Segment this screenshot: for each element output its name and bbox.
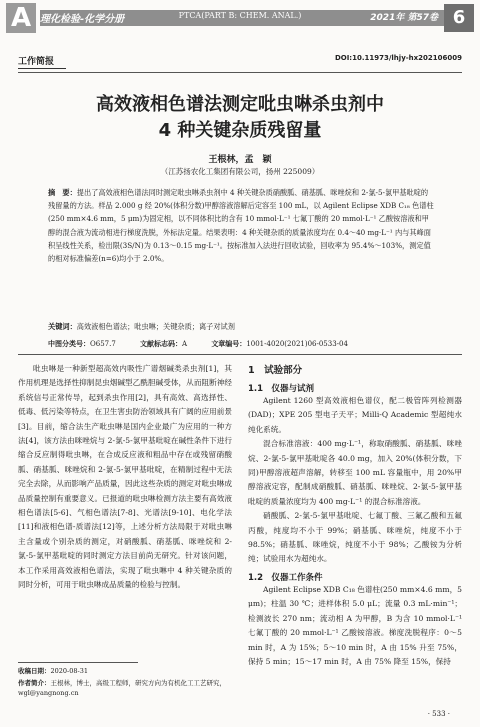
top-rule: [18, 72, 462, 73]
author-bio-text: 王根林，博士，高级工程师，研究方向为有机化工工艺研究，wgl@yangnong.cn: [18, 679, 226, 697]
conditions-paragraph: Agilent Eclipse XDB C₁₈ 色谱柱(250 mm×4.6 mm，5 μm)；柱温 30 ℃；进样体积 5.0 μL；流量 0.3 mL·min⁻¹；检测波长 270 nm；流动相 A 为甲醇，B 为含 10 mmol·L⁻¹ 七氟丁酸的 20 mmol·L⁻¹ 乙酸铵溶液。梯度洗脱程序：0～5 min 时，A 为 15%；5～10 min 时，A 由 15% 升至 75%，保持 5 min；15～17 min 时，A 由 75% 降至 15%，保持: [248, 584, 462, 666]
title-line-1: 高效液相色谱法测定吡虫啉杀虫剂中: [96, 94, 384, 115]
running-header: [0, 0, 480, 36]
section-heading-1: 1 试验部分: [248, 365, 303, 376]
journal-name: 理化检验-化学分册: [40, 14, 125, 25]
keywords-label: 关键词：: [48, 322, 77, 331]
footnote-rule: [18, 662, 138, 663]
journal-logo: A: [6, 3, 36, 33]
authors: 王根林，孟 颖: [208, 155, 272, 165]
clc-value: O657.7: [90, 340, 116, 348]
classification: [48, 339, 434, 349]
intro-paragraph: 吡虫啉是一种新型超高效内吸性广谱烟碱类杀虫剂[1]，其作用机理是选择性抑制昆虫烟碱型乙酰胆碱受体，从而阻断神经系统信号正常传导，起到杀虫作用[2]，具有高效、高选择性、低毒、低污染等特点，在卫生害虫防治领域具有广阔的应用前景[3]。目前，缩合法生产吡虫啉是国内企业最广为应用的一种方法[4]，该方法由咪唑烷与 2-氯-5-氯甲基吡啶在碱性条件下进行缩合反应制得吡虫啉，在合成反应液和粗品中存在或残留硝酸胍、硝基胍、咪唑烷和 2-氯-5-氯甲基吡啶，在精制过程中无法完全去除，从而影响产品质量，因此这些杂质的测定对吡虫啉成品质量控制有重要意义。已报道的吡虫啉检测方法主要有高效液相色谱法[5-6]、气相色谱法[7-8]、光谱法[9-10]、电化学法[11]和液相色谱-质谱法[12]等，上述分析方法局限于对吡虫啉主含量或个别杂质的测定，对硝酸胍、硝基胍、咪唑烷和 2-氯-5-氯甲基吡啶的同时测定方法目前尚无研究。针对该问题，本工作采用高效液相色谱法，实现了吡虫啉中 4 种关键杂质的同时分析，可用于吡虫啉成品质量的检验与控制。: [18, 364, 232, 590]
standard-solution-paragraph: 混合标准溶液：400 mg·L⁻¹，称取硝酸胍、硝基胍、咪唑烷、2-氯-5-氯甲基吡啶各 40.0 mg，加入 20%(体积分数，下同)甲醇溶液超声溶解，转移至 100 mL 容量瓶中，用 20%甲醇溶液定容，配制成硝酸胍、硝基胍、咪唑烷、2-氯-5-氯甲基吡啶的质量浓度均为 400 mg·L⁻¹ 的混合标准溶液。: [248, 439, 462, 506]
article-no-value: 1001-4020(2021)06-0533-04: [246, 340, 348, 348]
keywords: [48, 322, 434, 332]
clc-label: 中图分类号：: [48, 340, 90, 348]
received-label: 收稿日期：: [18, 667, 51, 675]
abstract-label: 摘 要：: [48, 188, 77, 197]
column-label: 工作简报: [18, 57, 55, 67]
abstract-text: 提出了高效液相色谱法同时测定吡虫啉杀虫剂中 4 种关键杂质硝酸胍、硝基胍、咪唑烷和 2-氯-5-氯甲基吡啶的残留量的方法。样品 2.000 g 经 20%(体积分数)甲醇溶液溶解后定容至 100 mL，以 Agilent Eclipse XDB C₁₈ 色谱柱(250 mm×4.6 mm，5 μm)为固定相，以不同体积比的含有 10 mmol·L⁻¹ 七氟丁酸的 20 mmol·L⁻¹ 乙酸铵溶液和甲醇的混合液为流动相进行梯度洗脱，外标法定量。结果表明：4 种关键杂质的质量浓度均在 0.4～40 mg·L⁻¹ 内与其峰面积呈线性关系，检出限(3S/N)为 0.13～0.15 mg·L⁻¹。按标准加入法进行回收试验，回收率为 95.4%～103%，测定值的相对标准偏差(n=6)均小于 2.0%。: [48, 188, 434, 264]
instrument-paragraph: Agilent 1260 型高效液相色谱仪，配二极管阵列检测器(DAD)；XPE 205 型电子天平；Milli-Q Academic 型超纯水纯化系统。: [248, 396, 462, 434]
page-number: · 533 ·: [427, 710, 450, 718]
year-issue: 2021年 第57卷: [370, 13, 438, 23]
doi: DOI:10.11973/lhjy-hx202106009: [334, 54, 462, 62]
received-value: 2020-08-31: [50, 667, 88, 675]
doc-code-label: 文献标志码：: [140, 340, 183, 348]
abstract-rule: [18, 354, 462, 355]
column-label-underline: [18, 68, 66, 69]
author-bio-label: 作者简介：: [18, 679, 51, 687]
reagent-paragraph: 硝酸胍、2-氯-5-氯甲基吡啶、七氟丁酸、三氟乙酸和五氟丙酸，纯度均不小于 99%；硝基胍、咪唑烷，纯度不小于 98.5%；硝基胍、咪唑烷，纯度不小于 98%；乙酸铵为分析纯；试验用水为超纯水。: [248, 511, 462, 564]
affiliation: （江苏扬农化工集团有限公司，扬州 225009）: [160, 167, 320, 176]
journal-english-name: PTCA(PART B: CHEM. ANAL.): [178, 11, 302, 20]
section-heading-1-2: 1.2 仪器工作条件: [248, 572, 323, 583]
left-column: [18, 362, 232, 593]
abstract: [48, 186, 434, 265]
section-heading-1-1: 1.1 仪器与试剂: [248, 384, 315, 394]
article-no-label: 文章编号：: [211, 340, 247, 348]
received-date: [18, 666, 232, 676]
right-column: [248, 362, 462, 669]
issue-number: 6: [444, 4, 474, 32]
doc-code-value: A: [182, 340, 188, 348]
author-bio: [18, 678, 232, 698]
title-line-2: 4 种关键杂质残留量: [158, 120, 322, 141]
keywords-text: 高效液相色谱法；吡虫啉；关键杂质；离子对试剂: [76, 322, 235, 331]
